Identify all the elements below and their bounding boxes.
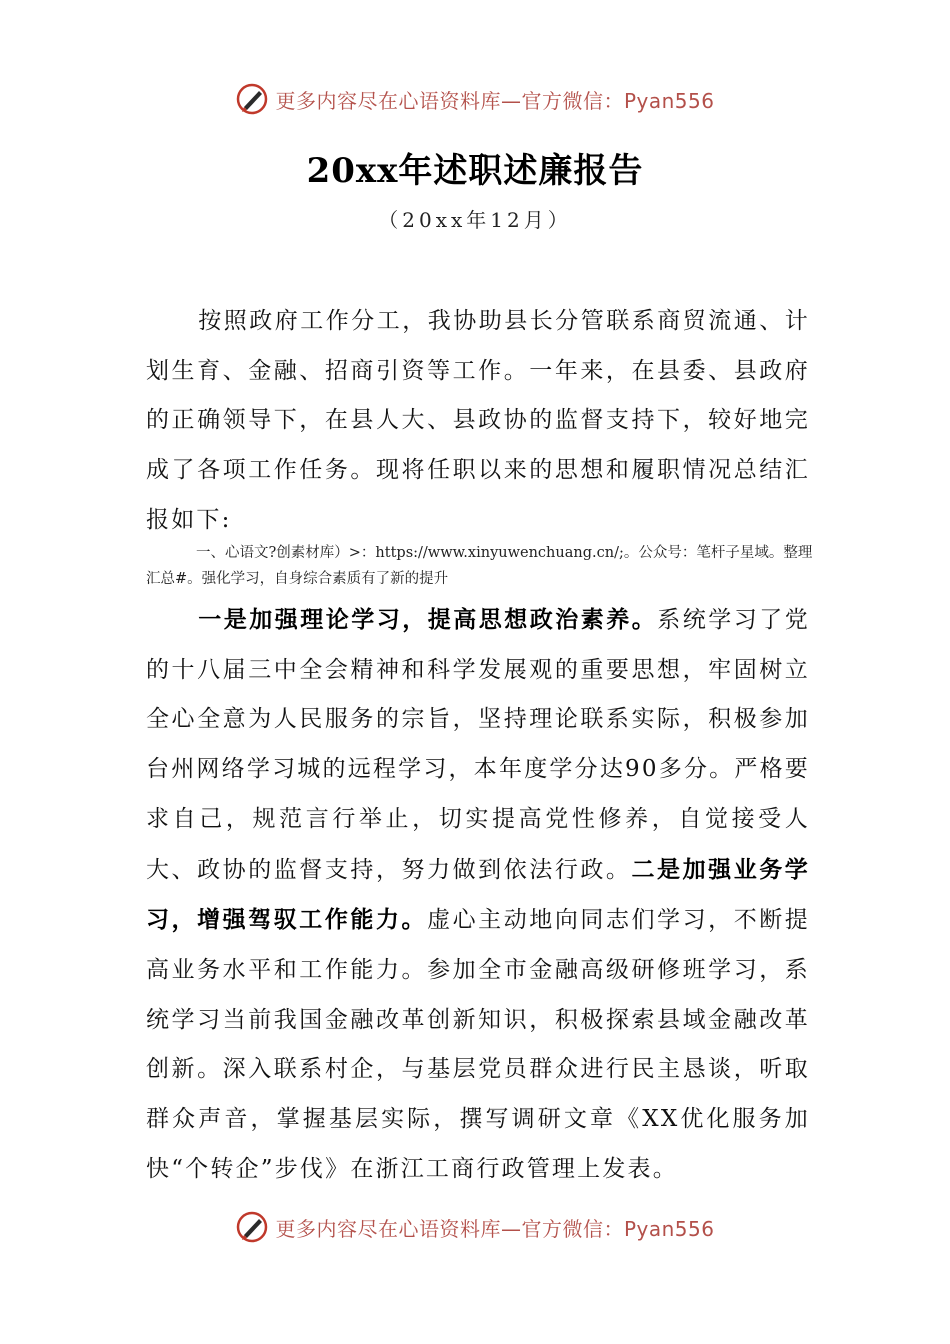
points-paragraph <box>146 595 810 1194</box>
point1-heading: 一是加强理论学习，提高思想政治素养。 <box>198 606 658 633</box>
banner-text: 更多内容尽在心语资料库—官方微信：Pyan556 <box>275 88 715 113</box>
section-note <box>146 540 821 592</box>
intro-paragraph <box>146 297 810 546</box>
document-date: （20xx年12月） <box>378 208 572 232</box>
section-note-text: 一、心语文?创素材库）>：https://www.xinyuwenchuang.cn/;。公众号：笔杆子星域。整理汇总#。强化学习，自身综合素质有了新的提升 <box>146 545 813 587</box>
point1-text: 系统学习了党的十八届三中全会精神和科学发展观的重要思想，牢固树立全心全意为人民服务的宗旨，坚持理论联系实际，积极参加台州网络学习城的远程学习，本年度学分达90多分。严格要求自己，规范言行举止，切实提高党性修养，自觉接受人大、政协的监督支持，努力做到依法行政。 <box>146 607 810 883</box>
footer-banner <box>0 1210 950 1244</box>
pen-circle-logo-icon <box>235 82 269 116</box>
point2-text: 虚心主动地向同志们学习，不断提高业务水平和工作能力。参加全市金融高级研修班学习，系统学习当前我国金融改革创新知识，积极探索县域金融改革创新。深入联系村企，与基层党员群众进行民主恳谈，听取群众声音，掌握基层实际，撰写调研文章《XX优化服务加快“个转企”步伐》在浙江工商行政管理上发表。 <box>146 907 811 1182</box>
document-title: 20xx年述职述廉报告 <box>306 151 644 191</box>
intro-text: 按照政府工作分工，我协助县长分管联系商贸流通、计划生育、金融、招商引资等工作。一年来，在县委、县政府的正确领导下，在县人大、县政协的监督支持下，较好地完成了各项工作任务。现将任职以来的思想和履职情况总结汇报如下: <box>146 308 810 533</box>
point2-heading: 二是加强业务学习，增强驾驭工作能力。 <box>146 855 810 934</box>
pen-circle-logo-icon <box>235 1210 269 1244</box>
header-banner <box>0 82 950 116</box>
banner-text: 更多内容尽在心语资料库—官方微信：Pyan556 <box>275 1216 715 1241</box>
